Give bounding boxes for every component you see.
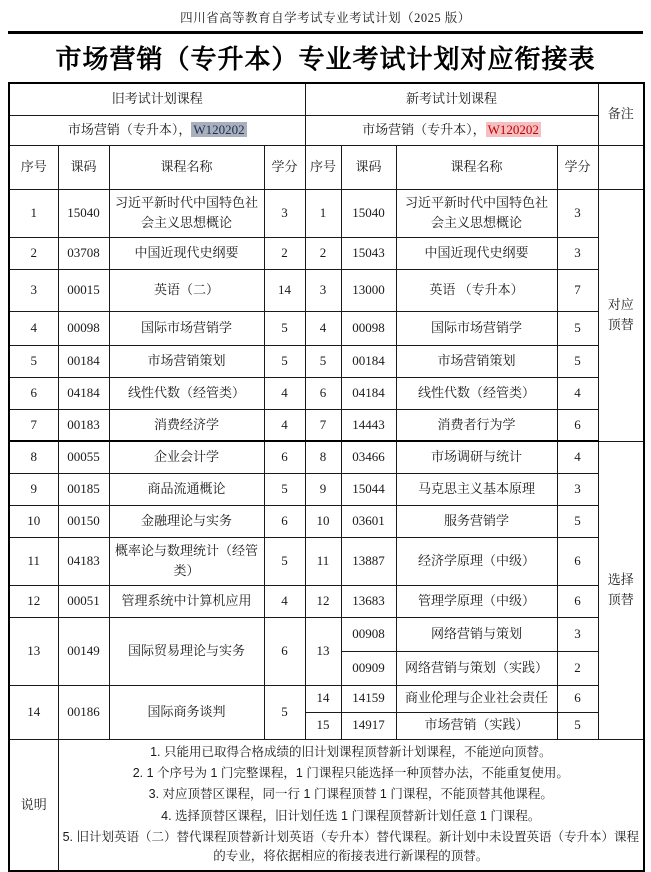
new-code: 00098 <box>341 311 396 345</box>
notes-cell <box>58 739 644 871</box>
new-seq: 9 <box>305 473 341 505</box>
new-course: 服务营销学 <box>396 505 557 537</box>
new-major-code-highlight: W120202 <box>487 121 539 137</box>
new-code: 13000 <box>341 269 396 311</box>
old-credit: 6 <box>264 505 305 537</box>
column-header-row <box>9 145 644 189</box>
old-code: 00186 <box>58 685 109 739</box>
new-course: 中国近现代史纲要 <box>396 237 557 269</box>
new-credit: 5 <box>557 345 598 377</box>
new-code: 15043 <box>341 237 396 269</box>
new-course: 经济学原理（中级） <box>396 537 557 585</box>
old-code: 00183 <box>58 409 109 441</box>
old-credit-header: 学分 <box>264 145 305 189</box>
old-course: 国际贸易理论与实务 <box>109 617 264 685</box>
old-code-header: 课码 <box>58 145 109 189</box>
old-plan-header: 旧考试计划课程 <box>9 83 305 115</box>
new-course: 消费者行为学 <box>396 409 557 441</box>
old-credit: 4 <box>264 585 305 617</box>
old-major-cell <box>9 115 305 145</box>
old-seq: 10 <box>9 505 58 537</box>
new-major-cell <box>305 115 598 145</box>
old-code: 00055 <box>58 441 109 473</box>
old-credit: 5 <box>264 473 305 505</box>
new-seq: 5 <box>305 345 341 377</box>
new-course: 市场营销（实践） <box>396 712 557 739</box>
new-code: 03466 <box>341 441 396 473</box>
new-code: 13683 <box>341 585 396 617</box>
old-course: 消费经济学 <box>109 409 264 441</box>
old-seq: 9 <box>9 473 58 505</box>
table-row <box>9 441 644 473</box>
new-code: 15044 <box>341 473 396 505</box>
new-code: 00908 <box>341 617 396 651</box>
table-row <box>9 269 644 311</box>
new-credit: 6 <box>557 685 598 712</box>
table-row <box>9 585 644 617</box>
new-course: 习近平新时代中国特色社会主义思想概论 <box>396 189 557 237</box>
old-course: 英语（二） <box>109 269 264 311</box>
new-course-header: 课程名称 <box>396 145 557 189</box>
new-credit: 2 <box>557 651 598 685</box>
new-code: 13887 <box>341 537 396 585</box>
table-row <box>9 617 644 651</box>
table-row <box>9 505 644 537</box>
new-course: 商业伦理与企业社会责任 <box>396 685 557 712</box>
old-seq: 11 <box>9 537 58 585</box>
new-code: 14443 <box>341 409 396 441</box>
new-seq: 8 <box>305 441 341 473</box>
old-code: 00051 <box>58 585 109 617</box>
note-line-3: 3. 对应顶替区课程，同一行 1 门课程顶替 1 门课程，不能顶替其他课程。 <box>148 787 553 802</box>
new-plan-header: 新考试计划课程 <box>305 83 598 115</box>
new-credit: 4 <box>557 441 598 473</box>
old-seq: 3 <box>9 269 58 311</box>
old-seq-header: 序号 <box>9 145 58 189</box>
old-code: 00184 <box>58 345 109 377</box>
old-course: 金融理论与实务 <box>109 505 264 537</box>
remark-empty-cell <box>598 145 644 189</box>
new-seq: 13 <box>305 617 341 685</box>
old-course: 市场营销策划 <box>109 345 264 377</box>
new-seq: 4 <box>305 311 341 345</box>
old-course: 管理系统中计算机应用 <box>109 585 264 617</box>
new-course: 英语 （专升本） <box>396 269 557 311</box>
old-course: 线性代数（经管类） <box>109 377 264 409</box>
new-seq: 6 <box>305 377 341 409</box>
new-credit: 3 <box>557 237 598 269</box>
new-seq: 12 <box>305 585 341 617</box>
table-row <box>9 473 644 505</box>
old-course: 概率论与数理统计（经管类） <box>109 537 264 585</box>
table-row <box>9 537 644 585</box>
notes-row <box>9 739 644 871</box>
new-course: 马克思主义基本原理 <box>396 473 557 505</box>
new-seq: 2 <box>305 237 341 269</box>
new-course: 网络营销与策划 <box>396 617 557 651</box>
new-credit-header: 学分 <box>557 145 598 189</box>
new-code-header: 课码 <box>341 145 396 189</box>
plan-band-row <box>9 83 644 115</box>
old-code: 00150 <box>58 505 109 537</box>
new-credit: 3 <box>557 473 598 505</box>
page-title: 市场营销（专升本）专业考试计划对应衔接表 <box>55 45 596 74</box>
new-major-label: 市场营销（专升本）， <box>362 121 486 137</box>
table-row <box>9 409 644 441</box>
new-credit: 6 <box>557 537 598 585</box>
note-line-5: 5. 旧计划英语（二）替代课程顶替新计划英语（专升本）替代课程。新计划中未设置英语（专升本）课程的专业，将依据相应的衔接表进行新课程的顶替。 <box>62 830 639 864</box>
old-course: 国际商务谈判 <box>109 685 264 739</box>
old-credit: 5 <box>264 537 305 585</box>
new-credit: 7 <box>557 269 598 311</box>
old-credit: 5 <box>264 345 305 377</box>
new-seq: 1 <box>305 189 341 237</box>
old-seq: 4 <box>9 311 58 345</box>
old-seq: 8 <box>9 441 58 473</box>
major-row <box>9 115 644 145</box>
new-seq: 10 <box>305 505 341 537</box>
old-seq: 5 <box>9 345 58 377</box>
new-credit: 3 <box>557 617 598 651</box>
new-code: 15040 <box>341 189 396 237</box>
new-course: 网络营销与策划（实践） <box>396 651 557 685</box>
old-code: 00149 <box>58 617 109 685</box>
new-seq: 3 <box>305 269 341 311</box>
old-code: 03708 <box>58 237 109 269</box>
old-code: 00098 <box>58 311 109 345</box>
new-credit: 6 <box>557 585 598 617</box>
old-seq: 14 <box>9 685 58 739</box>
old-code: 04184 <box>58 377 109 409</box>
old-course: 中国近现代史纲要 <box>109 237 264 269</box>
table-row <box>9 685 644 712</box>
old-credit: 5 <box>264 311 305 345</box>
old-credit: 2 <box>264 237 305 269</box>
new-code: 04184 <box>341 377 396 409</box>
old-credit: 3 <box>264 189 305 237</box>
new-seq-header: 序号 <box>305 145 341 189</box>
note-line-4: 4. 选择顶替区课程，旧计划任选 1 门课程顶替新计划任意 1 门课程。 <box>161 808 541 823</box>
new-seq: 7 <box>305 409 341 441</box>
document-header: 四川省高等教育自学考试专业考试计划（2025 版） <box>180 11 471 25</box>
new-credit: 5 <box>557 712 598 739</box>
old-seq: 7 <box>9 409 58 441</box>
new-code: 03601 <box>341 505 396 537</box>
old-seq: 6 <box>9 377 58 409</box>
table-row <box>9 311 644 345</box>
new-seq: 15 <box>305 712 341 739</box>
new-course: 管理学原理（中级） <box>396 585 557 617</box>
new-credit: 5 <box>557 505 598 537</box>
new-course: 市场调研与统计 <box>396 441 557 473</box>
old-seq: 12 <box>9 585 58 617</box>
new-course: 市场营销策划 <box>396 345 557 377</box>
old-code: 00185 <box>58 473 109 505</box>
old-credit: 6 <box>264 617 305 685</box>
new-code: 14159 <box>341 685 396 712</box>
old-credit: 5 <box>264 685 305 739</box>
table-row <box>9 189 644 237</box>
old-credit: 14 <box>264 269 305 311</box>
new-course: 国际市场营销学 <box>396 311 557 345</box>
old-code: 00015 <box>58 269 109 311</box>
new-code: 00909 <box>341 651 396 685</box>
new-seq: 11 <box>305 537 341 585</box>
note-line-1: 1. 只能用已取得合格成绩的旧计划课程顶替新计划课程，不能逆向顶替。 <box>150 744 552 759</box>
new-code: 14917 <box>341 712 396 739</box>
new-code: 00184 <box>341 345 396 377</box>
old-seq: 2 <box>9 237 58 269</box>
table-row <box>9 377 644 409</box>
old-credit: 4 <box>264 409 305 441</box>
new-credit: 4 <box>557 377 598 409</box>
remark-select-zone: 选择顶替 <box>598 441 644 739</box>
old-code: 04183 <box>58 537 109 585</box>
old-course: 习近平新时代中国特色社会主义思想概论 <box>109 189 264 237</box>
notes-label: 说明 <box>9 739 58 871</box>
old-major-label: 市场营销（专升本）， <box>67 121 192 137</box>
new-credit: 5 <box>557 311 598 345</box>
course-replacement-table <box>8 82 645 872</box>
remark-correspond-zone: 对应顶替 <box>598 189 644 441</box>
table-row <box>9 237 644 269</box>
old-course: 商品流通概论 <box>109 473 264 505</box>
remark-header: 备注 <box>598 83 644 145</box>
table-row <box>9 345 644 377</box>
note-line-2: 2. 1 个序号为 1 门完整课程，1 门课程只能选择一种顶替办法，不能重复使用。 <box>132 765 569 780</box>
old-course-header: 课程名称 <box>109 145 264 189</box>
old-credit: 6 <box>264 441 305 473</box>
old-seq: 1 <box>9 189 58 237</box>
old-code: 15040 <box>58 189 109 237</box>
new-seq: 14 <box>305 685 341 712</box>
old-credit: 4 <box>264 377 305 409</box>
new-credit: 6 <box>557 409 598 441</box>
new-credit: 3 <box>557 189 598 237</box>
new-course: 线性代数（经管类） <box>396 377 557 409</box>
old-course: 国际市场营销学 <box>109 311 264 345</box>
old-course: 企业会计学 <box>109 441 264 473</box>
old-seq: 13 <box>9 617 58 685</box>
old-major-code-highlight: W120202 <box>193 121 245 137</box>
